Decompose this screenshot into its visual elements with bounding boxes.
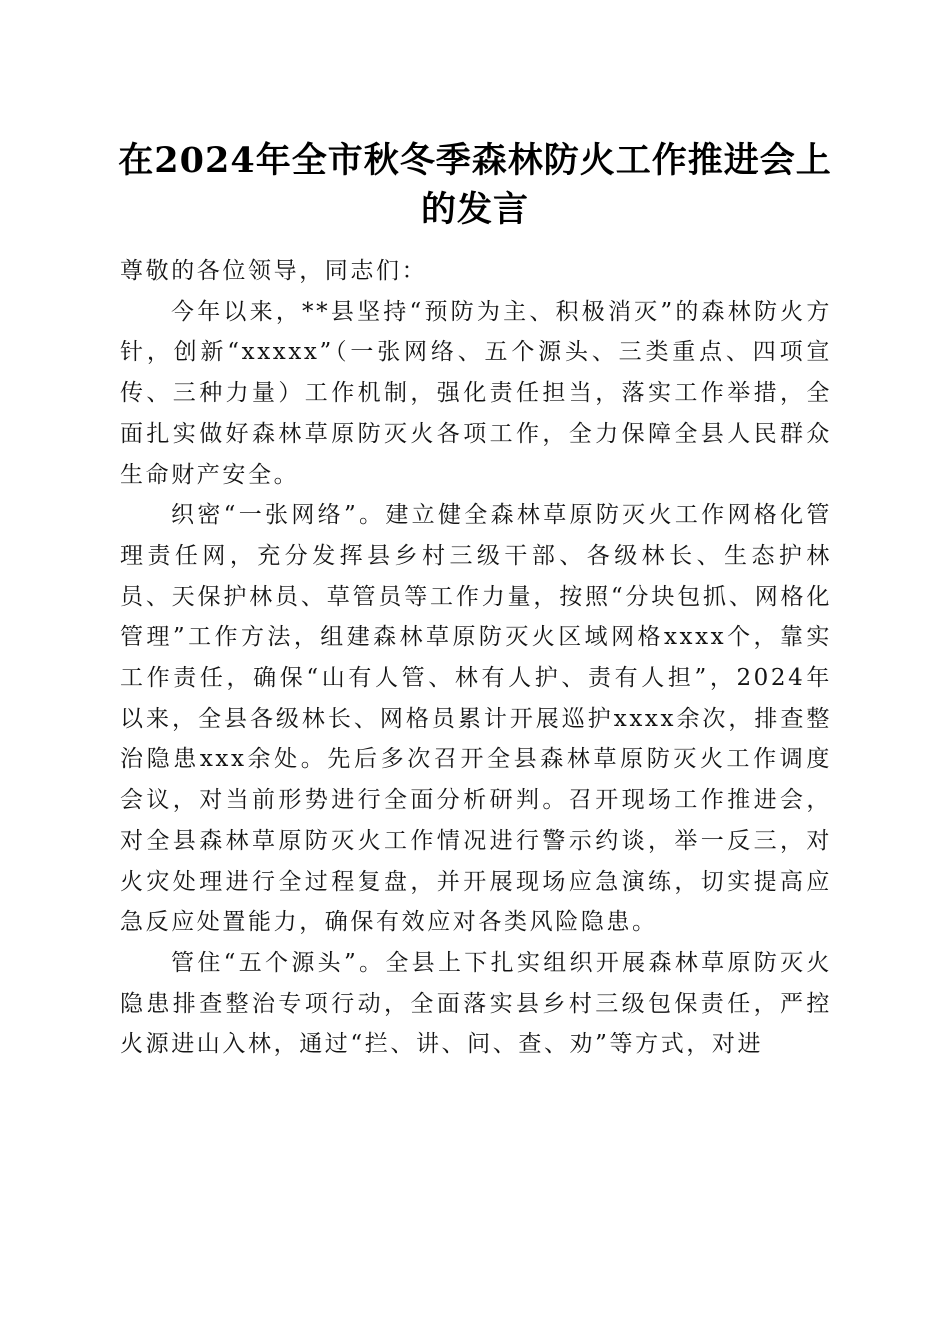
paragraph-network: 织密“一张网络”。建立健全森林草原防灭火工作网格化管理责任网，充分发挥县乡村三级干部、各级林长、生态护林员、天保护林员、草管员等工作力量，按照“分块包抓、网格化管理”工作方法，组建森林草原防灭火区域网格xxxx个，靠实工作责任，确保“山有人管、林有人护、责有人担”，2024年以来，全县各级林长、网格员累计开展巡护xxxx余次，排查整治隐患xxx余处。先后多次召开全县森林草原防灭火工作调度会议，对当前形势进行全面分析研判。召开现场工作推进会，对全县森林草原防灭火工作情况进行警示约谈，举一反三，对火灾处理进行全过程复盘，并开展现场应急演练，切实提高应急反应处置能力，确保有效应对各类风险隐患。 xyxy=(120,502,832,936)
document-title xyxy=(110,136,840,234)
paragraph-sources: 管住“五个源头”。全县上下扎实组织开展森林草原防灭火隐患排查整治专项行动，全面落实县乡村三级包保责任，严控火源进山入林，通过“拦、讲、问、查、劝”等方式，对进 xyxy=(120,949,832,1058)
title-line-1: 在2024年全市秋冬季森林防火工作推进会上 xyxy=(118,140,832,181)
paragraph-intro: 今年以来，**县坚持“预防为主、积极消灭”的森林防火方针，创新“xxxxx”（一张网络、五个源头、三类重点、四项宣传、三种力量）工作机制，强化责任担当，落实工作举措，全面扎实做好森林草原防灭火各项工作，全力保障全县人民群众生命财产安全。 xyxy=(120,298,832,488)
salutation: 尊敬的各位领导，同志们： xyxy=(120,258,428,284)
title-line-2: 的发言 xyxy=(420,189,529,230)
document-body xyxy=(120,251,832,1065)
